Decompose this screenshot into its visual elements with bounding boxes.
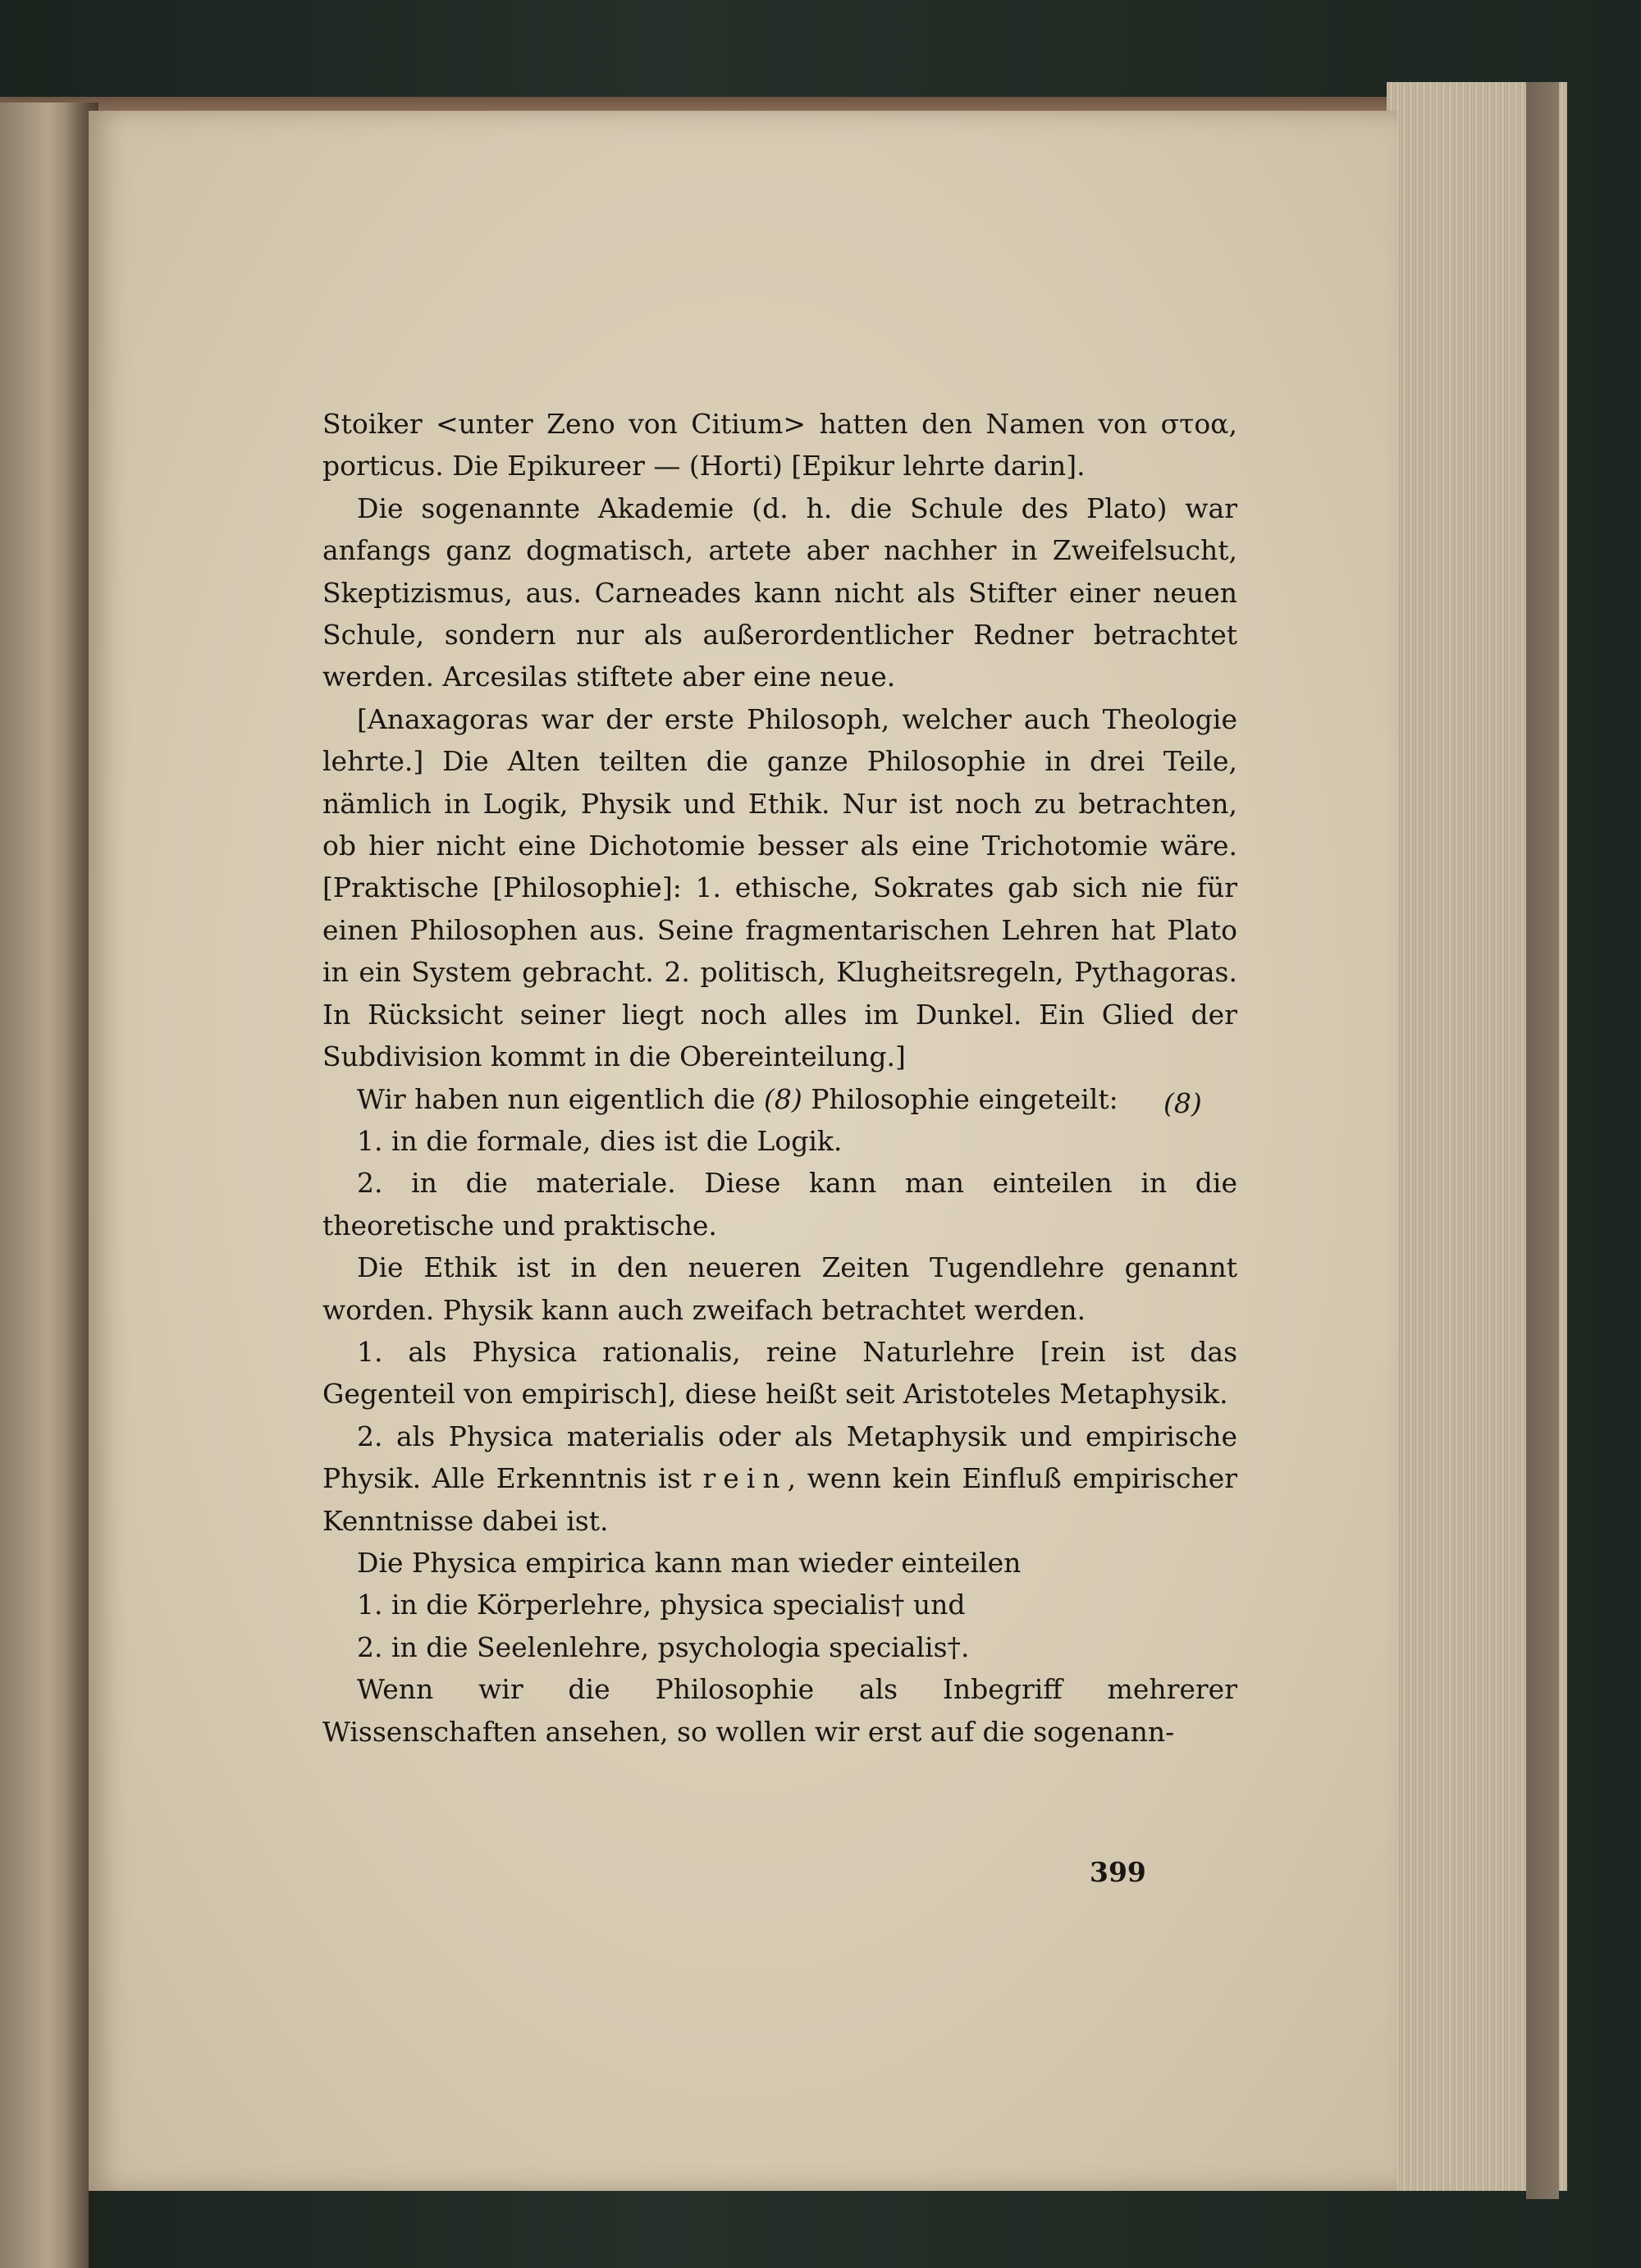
- paragraph: [Anaxagoras war der erste Philosoph, welcher auch Theologie lehrte.] Die Alten teilten die ganze Philosophie in drei Teile, nämlich in Logik, Physik und Ethik. Nur ist noch zu betrachten, ob hier nicht eine Dichotomie besser als eine Trichotomie wäre. [Praktische [Philosophie]: 1. ethische, Sokrates gab sich nie für einen Philosophen aus. Seine fragmentarischen Lehren hat Plato in ein System gebracht. 2. politisch, Klugheitsregeln, Pythagoras. In Rücksicht seiner liegt noch alles im Dunkel. Ein Glied der Subdivision kommt in die Obereinteilung.]: [322, 702, 1237, 1073]
- paragraph-text: Wir haben nun eigentlich die: [357, 1082, 765, 1115]
- book-cover-edge: [1526, 82, 1559, 2199]
- list-item: 1. in die Körperlehre, physica specialis† und: [357, 1589, 966, 1621]
- list-item: 1. in die formale, dies ist die Logik.: [357, 1124, 843, 1157]
- paragraph-text: Philosophie eingeteilt:: [802, 1082, 1118, 1115]
- body-text: [322, 403, 1237, 1753]
- paragraph-text: , wenn kein Einfluß empirischer Kenntnisse dabei ist.: [322, 1462, 1238, 1537]
- list-item: 2. in die materiale. Diese kann man einteilen in die theoretische und praktische.: [322, 1167, 1237, 1241]
- list-item: 1. als Physica rationalis, reine Naturlehre [rein ist das Gegenteil von empirisch], diese heißt seit Aristoteles Metaphysik.: [322, 1335, 1237, 1411]
- paragraph: [322, 1078, 1237, 1120]
- paragraph: Stoiker <unter Zeno von Citium> hatten den Namen von στοα, porticus. Die Epikureer — (Horti) [Epikur lehrte darin].: [322, 408, 1237, 482]
- paragraph: Die Ethik ist in den neueren Zeiten Tugendlehre genannt worden. Physik kann auch zweifach betrachtet werden.: [322, 1251, 1237, 1326]
- paragraph-text: 2. als Physica materialis oder als Metaphysik und empirische Physik. Alle Erkenntnis ist: [322, 1420, 1237, 1495]
- margin-page-marker: (8): [1163, 1087, 1202, 1119]
- paragraph: Wenn wir die Philosophie als Inbegriff mehrerer Wissenschaften ansehen, so wollen wir erst auf die sogenann-: [322, 1673, 1237, 1748]
- emphasized-word: rein: [702, 1462, 788, 1495]
- paragraph: Die sogenannte Akademie (d. h. die Schule des Plato) war anfangs ganz dogmatisch, artete aber nachher in Zweifelsucht, Skeptizismus, aus. Carneades kann nicht als Stifter einer neuen Schule, sondern nur als außerordentlicher Redner betrachtet werden. Arcesilas stiftete aber eine neue.: [322, 492, 1237, 693]
- page-number: 399: [1090, 1856, 1146, 1888]
- list-item: 2. in die Seelenlehre, psychologia specialis†.: [357, 1630, 970, 1663]
- list-item: [322, 1415, 1237, 1542]
- paragraph: Die Physica empirica kann man wieder einteilen: [357, 1546, 1022, 1579]
- book-page: [89, 111, 1397, 2191]
- inline-page-marker: (8): [764, 1082, 802, 1115]
